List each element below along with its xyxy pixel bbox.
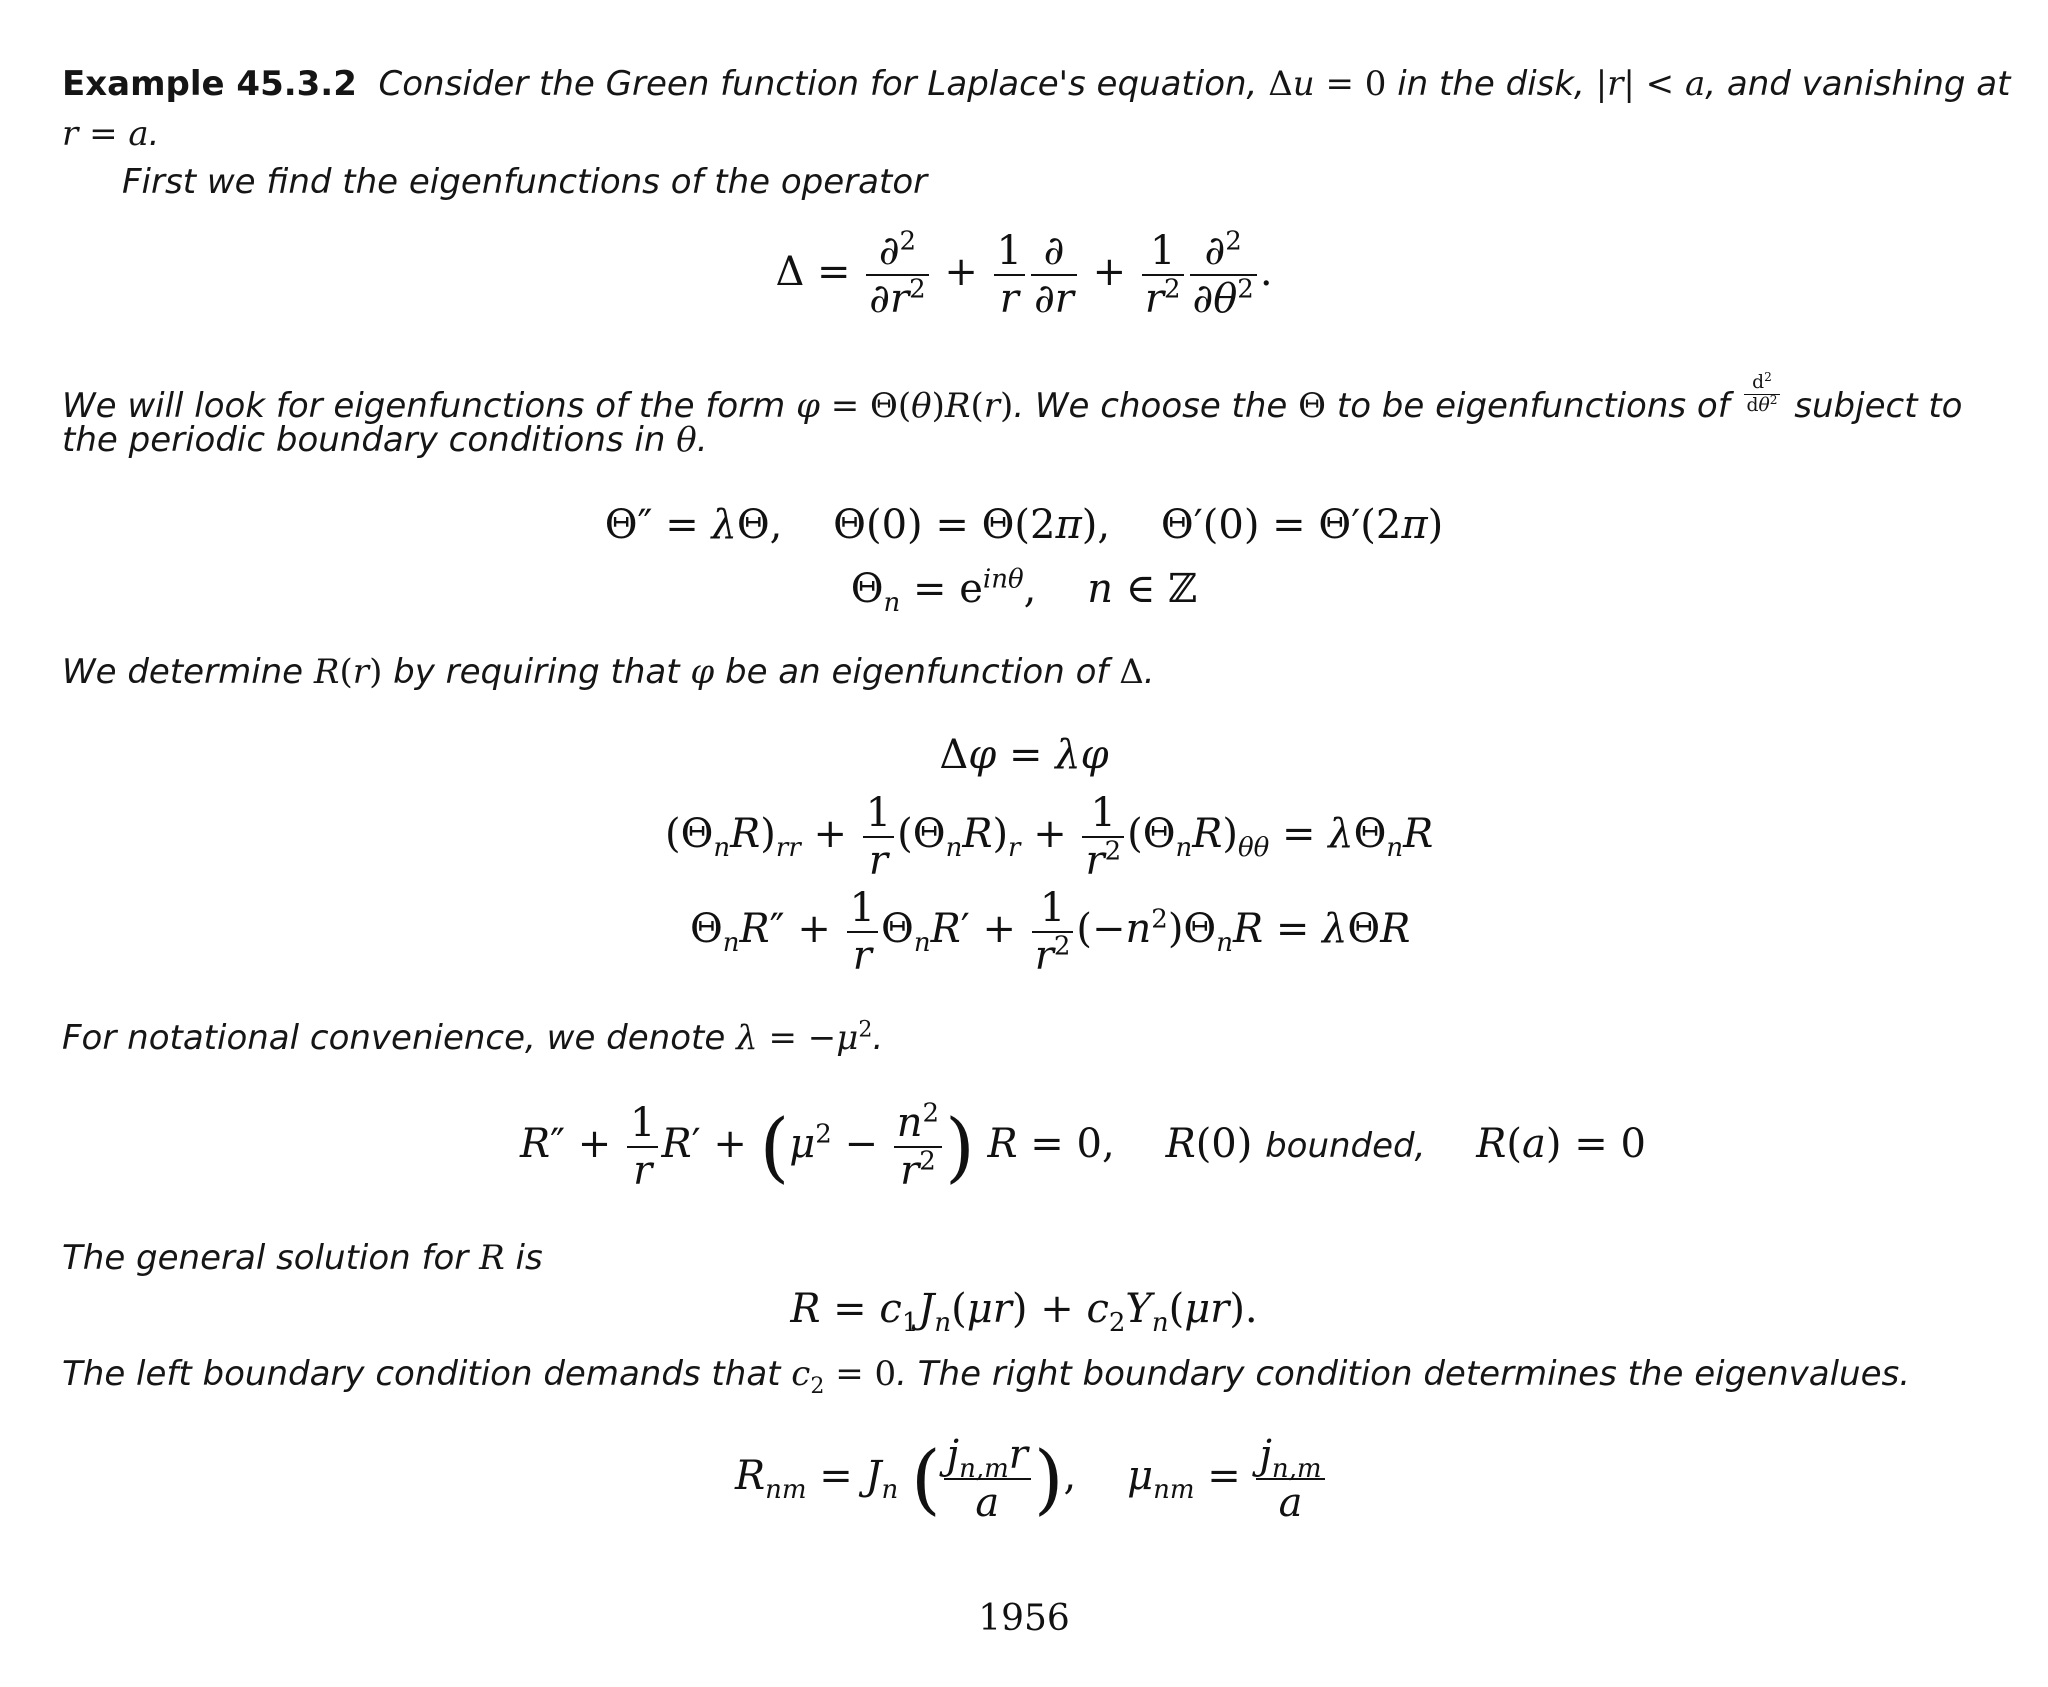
equation-general-solution: $R = c_1J_n(\mu r) + c_2Y_n(\mu r)$. [790, 1286, 1258, 1338]
form-text-b: . We choose the [1013, 386, 1288, 427]
equation-eigen-2: $(\Theta_nR)_{rr}$ + $\frac{1}{r}$ $(\Theta_nR)_r$ + $\frac{1}{r^2}$ $(\Theta_nR)_{\theta\theta} = \lambda\Theta_nR$ [665, 790, 1434, 884]
equation-eigen-3: $\Theta_nR''$ + $\frac{1}{r}$ $\Theta_nR'$ + $\frac{1}{r^2}$ $(-n^2)\Theta_nR = \lambda\Theta R$ [690, 885, 1411, 979]
form-text-a: We will look for eigenfunctions of the form [62, 386, 786, 427]
equation-theta-bc: Θ″ = λΘ, Θ(0) = Θ(2π), Θ′(0) = Θ′(2π) [604, 502, 1444, 548]
form-text-c: to be eigenfunctions of [1336, 386, 1730, 427]
paragraph-form-line-2: the periodic boundary conditions in θ. [62, 420, 708, 460]
example-heading: Example 45.3.2 [62, 64, 357, 104]
equation-bessel-ode: R″ + $\frac{1}{r}$ $R' + (\mu^2$ − $\frac{n^2}{r^2}$ ) R = 0, R(0) bounded, R(a) = 0 [520, 1098, 1646, 1194]
determine-text-c: be an eigenfunction of [724, 652, 1109, 692]
general-text-b: is [515, 1238, 543, 1278]
left-text: The left boundary condition demands that [62, 1354, 781, 1394]
form-text-d: subject to [1794, 386, 1963, 427]
equation-theta-n: $\Theta_n = e^{in\theta}$, n ∈ ℤ [850, 564, 1198, 618]
paragraph-form-line-1: We will look for eigenfunctions of the form φ = Θ(θ)R(r). We choose the Θ to be eigenfunctions of $\frac{d^2}{d\theta^2}$ subject to [62, 369, 1963, 427]
paragraph-notation: For notational convenience, we denote $\lambda = -\mu^2$. [62, 1016, 884, 1058]
paragraph-left-boundary: The left boundary condition demands that $c_2 = 0$. The right boundary condition determines the eigenvalues. [62, 1354, 1911, 1399]
math-inline-disk: |r| < a [1595, 64, 1706, 104]
paragraph-determine: We determine R(r) by requiring that φ be an eigenfunction of Δ. [62, 652, 1155, 692]
example-line-1 [62, 64, 2010, 104]
form-text-e: the periodic boundary conditions in [62, 420, 666, 460]
math-inline-boundary: r = a [62, 114, 149, 154]
page-number: 1956 [978, 1598, 1070, 1639]
intro-text-d: . [148, 114, 160, 154]
bounded-text: bounded, [1265, 1126, 1426, 1166]
math-inline-form: φ = Θ(θ)R(r) [796, 386, 1014, 427]
example-line-2 [62, 114, 159, 154]
form-text-f: . [696, 420, 708, 460]
determine-text-a: We determine [62, 652, 304, 692]
equation-operator: Δ = $\frac{\partial^2}{\partial r^2}$ + $\frac{1}{r}$ $\frac{\partial}{\partial r}$ + $\frac{1}{r^2}$ $\frac{\partial^2}{\partial\theta^2}$ . [775, 226, 1273, 322]
notation-text: For notational convenience, we denote [62, 1018, 726, 1058]
general-text: The general solution for [62, 1238, 469, 1278]
determine-text-b: by requiring that [393, 652, 680, 692]
intro-text-a: Consider the Green function for Laplace's equation, [378, 64, 1258, 104]
equation-eigen-1: Δφ = λφ [939, 732, 1109, 778]
intro-text-b: in the disk, [1397, 64, 1585, 104]
determine-text-d: . [1143, 652, 1155, 692]
math-inline-laplace: Δu = 0 [1268, 64, 1387, 104]
equation-eigen-result: $R_{nm} = J_n$ ( $\frac{j_{n,m}r}{a}$ ), $\mu_{nm}$ = $\frac{j_{n,m}}{a}$ [735, 1432, 1328, 1526]
paragraph-first: First we find the eigenfunctions of the operator [122, 162, 928, 202]
intro-text-c: , and vanishing at [1705, 64, 2011, 104]
left-text-b: . The right boundary condition determines the eigenvalues. [896, 1354, 1911, 1394]
paragraph-general: The general solution for R is [62, 1238, 543, 1278]
